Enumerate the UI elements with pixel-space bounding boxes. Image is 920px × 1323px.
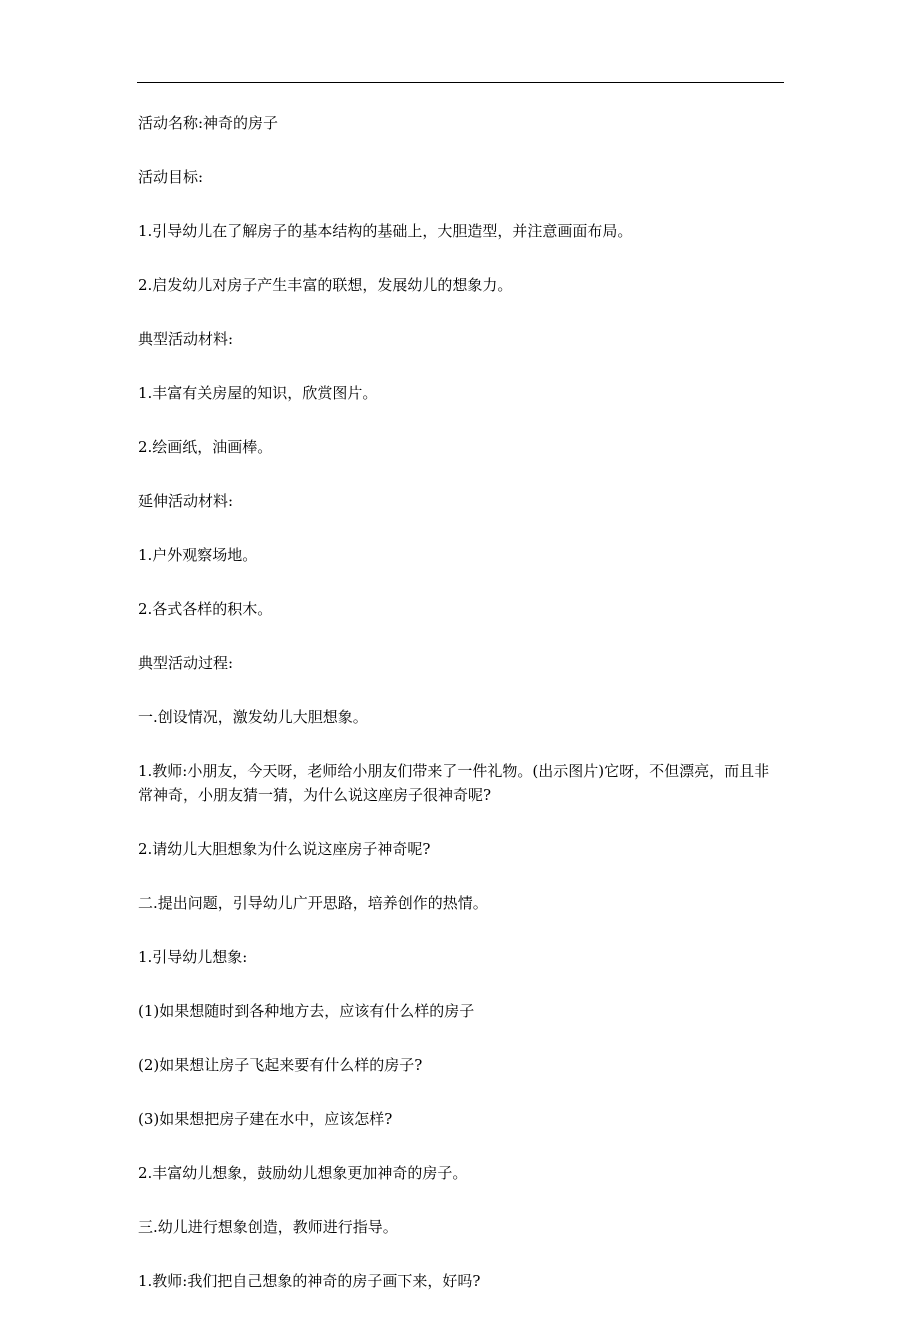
process-step-1: 一.创设情况，激发幼儿大胆想象。 [138,708,368,726]
process-step-1-item-2: 2.请幼儿大胆想象为什么说这座房子神奇呢? [138,840,431,858]
material-item-1: 1.丰富有关房屋的知识，欣赏图片。 [138,384,378,402]
activity-name: 活动名称:神奇的房子 [138,114,279,132]
goal-item-1: 1.引导幼儿在了解房子的基本结构的基础上，大胆造型，并注意画面布局。 [138,222,633,240]
document-body [138,111,784,1323]
header-rule [137,82,784,83]
question-2: (2)如果想让房子飞起来要有什么样的房子? [138,1056,423,1074]
process-heading: 典型活动过程: [138,654,234,672]
process-step-3-item-1: 1.教师:我们把自己想象的神奇的房子画下来，好吗? [138,1272,481,1290]
materials-heading: 典型活动材料: [138,330,234,348]
process-step-3: 三.幼儿进行想象创造，教师进行指导。 [138,1218,398,1236]
goal-item-2: 2.启发幼儿对房子产生丰富的联想，发展幼儿的想象力。 [138,276,513,294]
question-3: (3)如果想把房子建在水中，应该怎样? [138,1110,393,1128]
process-step-2-item-2: 2.丰富幼儿想象，鼓励幼儿想象更加神奇的房子。 [138,1164,468,1182]
process-step-2-item-1: 1.引导幼儿想象: [138,948,248,966]
question-1: (1)如果想随时到各种地方去，应该有什么样的房子 [138,1002,475,1020]
goals-heading: 活动目标: [138,168,204,186]
process-step-2: 二.提出问题，引导幼儿广开思路，培养创作的热情。 [138,894,488,912]
process-step-1-item-1: 1.教师:小朋友，今天呀，老师给小朋友们带来了一件礼物。(出示图片)它呀，不但漂亮，而且非常神奇，小朋友猜一猜，为什么说这座房子很神奇呢? [138,762,770,804]
extension-material-item-2: 2.各式各样的积木。 [138,600,273,618]
extension-material-item-1: 1.户外观察场地。 [138,546,258,564]
material-item-2: 2.绘画纸，油画棒。 [138,438,273,456]
extension-materials-heading: 延伸活动材料: [138,492,234,510]
